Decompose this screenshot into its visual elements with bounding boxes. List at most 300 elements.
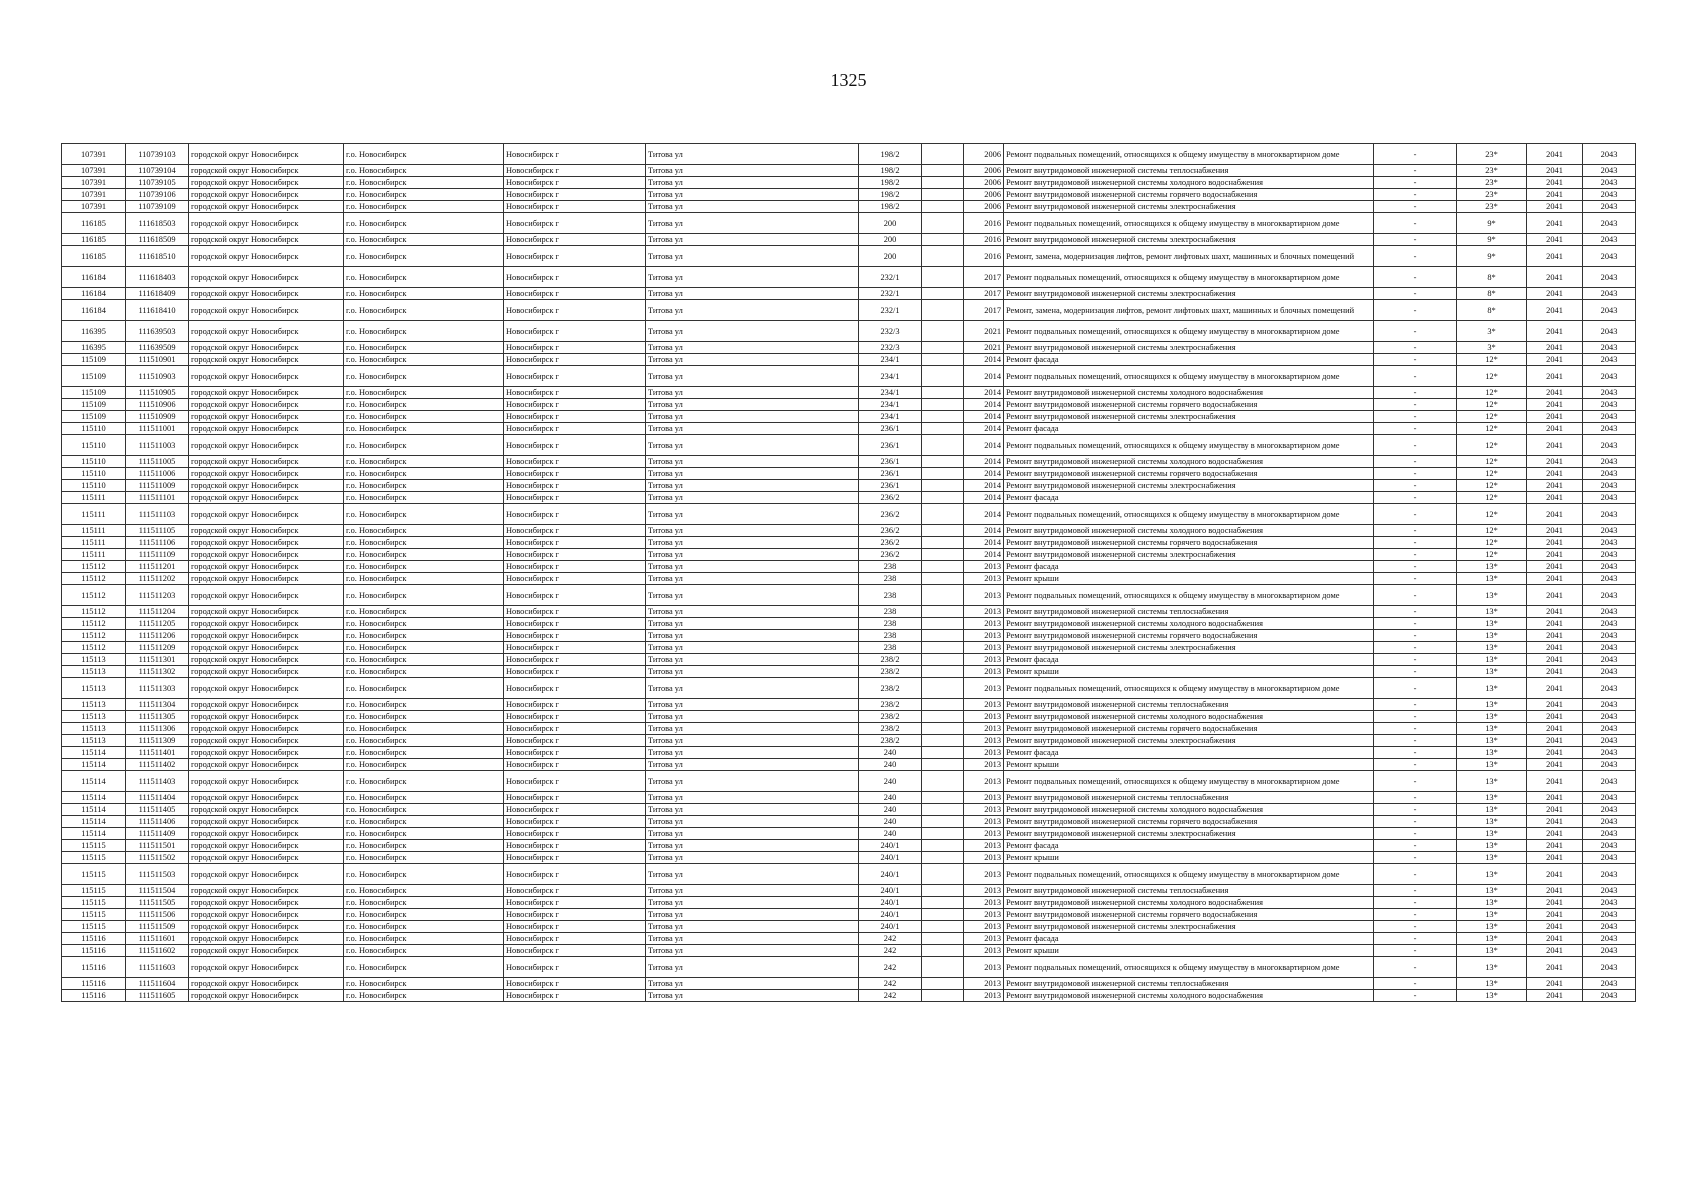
cell-commission-year: 2017 [964, 267, 1004, 288]
table-body [62, 144, 1636, 1002]
cell-corpus [922, 213, 964, 234]
cell-corpus [922, 792, 964, 804]
cell-settlement: г.о. Новосибирск [344, 288, 504, 300]
table-row [62, 399, 1636, 411]
cell-house-number: 240 [859, 792, 922, 804]
cell-corpus [922, 246, 964, 267]
cell-commission-year: 2014 [964, 456, 1004, 468]
cell-cost: - [1374, 864, 1457, 885]
cell-element-id: 111511005 [126, 456, 189, 468]
cell-house-id: 115110 [62, 435, 126, 456]
cell-house-id: 115113 [62, 678, 126, 699]
cell-settlement: г.о. Новосибирск [344, 177, 504, 189]
cell-locality: Новосибирск г [504, 897, 646, 909]
cell-street: Титова ул [646, 723, 859, 735]
cell-municipal-district: городской округ Новосибирск [189, 990, 344, 1002]
cell-service-life: 13* [1457, 816, 1527, 828]
cell-commission-year: 2021 [964, 321, 1004, 342]
cell-municipal-district: городской округ Новосибирск [189, 711, 344, 723]
table-row [62, 654, 1636, 666]
cell-element-id: 111511409 [126, 828, 189, 840]
cell-municipal-district: городской округ Новосибирск [189, 735, 344, 747]
cell-work-type: Ремонт фасада [1004, 354, 1374, 366]
cell-settlement: г.о. Новосибирск [344, 828, 504, 840]
cell-service-life: 13* [1457, 852, 1527, 864]
cell-street: Титова ул [646, 804, 859, 816]
cell-cost: - [1374, 885, 1457, 897]
cell-plan-end-year: 2043 [1583, 537, 1636, 549]
cell-municipal-district: городской округ Новосибирск [189, 456, 344, 468]
cell-street: Титова ул [646, 504, 859, 525]
cell-plan-start-year: 2041 [1527, 525, 1583, 537]
cell-cost: - [1374, 921, 1457, 933]
cell-corpus [922, 456, 964, 468]
cell-house-id: 116184 [62, 267, 126, 288]
cell-cost: - [1374, 321, 1457, 342]
cell-locality: Новосибирск г [504, 456, 646, 468]
cell-element-id: 111511504 [126, 885, 189, 897]
cell-plan-end-year: 2043 [1583, 699, 1636, 711]
cell-commission-year: 2014 [964, 492, 1004, 504]
cell-commission-year: 2013 [964, 711, 1004, 723]
cell-plan-end-year: 2043 [1583, 288, 1636, 300]
cell-service-life: 12* [1457, 435, 1527, 456]
cell-service-life: 13* [1457, 630, 1527, 642]
cell-locality: Новосибирск г [504, 573, 646, 585]
cell-house-id: 115109 [62, 366, 126, 387]
table-row [62, 165, 1636, 177]
cell-locality: Новосибирск г [504, 492, 646, 504]
cell-work-type: Ремонт внутридомовой инженерной системы теплоснабжения [1004, 885, 1374, 897]
cell-element-id: 111511309 [126, 735, 189, 747]
cell-locality: Новосибирск г [504, 435, 646, 456]
cell-element-id: 111511603 [126, 957, 189, 978]
table-row [62, 978, 1636, 990]
table-row [62, 618, 1636, 630]
cell-work-type: Ремонт крыши [1004, 852, 1374, 864]
cell-house-number: 238/2 [859, 711, 922, 723]
cell-work-type: Ремонт внутридомовой инженерной системы теплоснабжения [1004, 165, 1374, 177]
cell-municipal-district: городской округ Новосибирск [189, 654, 344, 666]
cell-settlement: г.о. Новосибирск [344, 723, 504, 735]
cell-cost: - [1374, 978, 1457, 990]
cell-plan-start-year: 2041 [1527, 561, 1583, 573]
cell-settlement: г.о. Новосибирск [344, 561, 504, 573]
cell-municipal-district: городской округ Новосибирск [189, 699, 344, 711]
cell-plan-end-year: 2043 [1583, 759, 1636, 771]
cell-plan-start-year: 2041 [1527, 300, 1583, 321]
cell-settlement: г.о. Новосибирск [344, 840, 504, 852]
cell-locality: Новосибирск г [504, 561, 646, 573]
cell-street: Титова ул [646, 354, 859, 366]
cell-commission-year: 2017 [964, 300, 1004, 321]
cell-street: Титова ул [646, 189, 859, 201]
cell-locality: Новосибирск г [504, 549, 646, 561]
cell-corpus [922, 606, 964, 618]
cell-house-id: 115112 [62, 630, 126, 642]
cell-cost: - [1374, 759, 1457, 771]
cell-work-type: Ремонт внутридомовой инженерной системы горячего водоснабжения [1004, 909, 1374, 921]
cell-element-id: 111511103 [126, 504, 189, 525]
cell-cost: - [1374, 990, 1457, 1002]
cell-plan-end-year: 2043 [1583, 723, 1636, 735]
cell-plan-start-year: 2041 [1527, 630, 1583, 642]
cell-cost: - [1374, 840, 1457, 852]
cell-locality: Новосибирск г [504, 711, 646, 723]
cell-municipal-district: городской округ Новосибирск [189, 201, 344, 213]
cell-plan-end-year: 2043 [1583, 711, 1636, 723]
cell-cost: - [1374, 189, 1457, 201]
cell-municipal-district: городской округ Новосибирск [189, 642, 344, 654]
cell-element-id: 111510901 [126, 354, 189, 366]
cell-street: Титова ул [646, 840, 859, 852]
cell-service-life: 13* [1457, 654, 1527, 666]
cell-house-number: 198/2 [859, 144, 922, 165]
cell-house-number: 242 [859, 933, 922, 945]
cell-work-type: Ремонт внутридомовой инженерной системы электроснабжения [1004, 921, 1374, 933]
cell-house-id: 115110 [62, 423, 126, 435]
table-row [62, 759, 1636, 771]
cell-element-id: 111511003 [126, 435, 189, 456]
cell-work-type: Ремонт фасада [1004, 840, 1374, 852]
cell-plan-end-year: 2043 [1583, 342, 1636, 354]
table-row [62, 642, 1636, 654]
cell-street: Титова ул [646, 525, 859, 537]
cell-locality: Новосибирск г [504, 921, 646, 933]
cell-locality: Новосибирск г [504, 213, 646, 234]
cell-corpus [922, 165, 964, 177]
cell-municipal-district: городской округ Новосибирск [189, 288, 344, 300]
cell-house-number: 240 [859, 804, 922, 816]
cell-house-id: 115116 [62, 945, 126, 957]
cell-locality: Новосибирск г [504, 537, 646, 549]
cell-municipal-district: городской округ Новосибирск [189, 792, 344, 804]
cell-commission-year: 2013 [964, 828, 1004, 840]
cell-settlement: г.о. Новосибирск [344, 864, 504, 885]
cell-corpus [922, 735, 964, 747]
cell-locality: Новосибирск г [504, 990, 646, 1002]
table-row [62, 525, 1636, 537]
cell-municipal-district: городской округ Новосибирск [189, 213, 344, 234]
cell-locality: Новосибирск г [504, 387, 646, 399]
cell-municipal-district: городской округ Новосибирск [189, 816, 344, 828]
cell-settlement: г.о. Новосибирск [344, 321, 504, 342]
cell-municipal-district: городской округ Новосибирск [189, 267, 344, 288]
cell-commission-year: 2014 [964, 537, 1004, 549]
cell-work-type: Ремонт внутридомовой инженерной системы горячего водоснабжения [1004, 468, 1374, 480]
cell-commission-year: 2016 [964, 246, 1004, 267]
page-number: 1325 [830, 70, 867, 90]
cell-locality: Новосибирск г [504, 366, 646, 387]
cell-corpus [922, 342, 964, 354]
cell-commission-year: 2014 [964, 504, 1004, 525]
cell-settlement: г.о. Новосибирск [344, 585, 504, 606]
cell-service-life: 9* [1457, 246, 1527, 267]
cell-cost: - [1374, 792, 1457, 804]
cell-work-type: Ремонт фасада [1004, 423, 1374, 435]
cell-service-life: 12* [1457, 504, 1527, 525]
cell-corpus [922, 468, 964, 480]
cell-commission-year: 2014 [964, 366, 1004, 387]
cell-work-type: Ремонт внутридомовой инженерной системы холодного водоснабжения [1004, 711, 1374, 723]
cell-element-id: 111510906 [126, 399, 189, 411]
table-row [62, 897, 1636, 909]
cell-municipal-district: городской округ Новосибирск [189, 630, 344, 642]
cell-plan-start-year: 2041 [1527, 723, 1583, 735]
cell-corpus [922, 354, 964, 366]
table-row [62, 666, 1636, 678]
cell-locality: Новосибирск г [504, 468, 646, 480]
cell-service-life: 12* [1457, 549, 1527, 561]
cell-corpus [922, 864, 964, 885]
cell-house-number: 238/2 [859, 699, 922, 711]
cell-element-id: 111511105 [126, 525, 189, 537]
cell-element-id: 110739103 [126, 144, 189, 165]
cell-municipal-district: городской округ Новосибирск [189, 354, 344, 366]
cell-locality: Новосибирск г [504, 480, 646, 492]
cell-plan-end-year: 2043 [1583, 654, 1636, 666]
cell-street: Титова ул [646, 897, 859, 909]
cell-house-number: 232/3 [859, 321, 922, 342]
cell-plan-start-year: 2041 [1527, 387, 1583, 399]
cell-house-number: 242 [859, 978, 922, 990]
cell-locality: Новосибирск г [504, 144, 646, 165]
cell-commission-year: 2013 [964, 666, 1004, 678]
cell-corpus [922, 492, 964, 504]
cell-commission-year: 2006 [964, 177, 1004, 189]
cell-service-life: 23* [1457, 201, 1527, 213]
cell-commission-year: 2013 [964, 642, 1004, 654]
table-row [62, 585, 1636, 606]
cell-house-id: 115113 [62, 699, 126, 711]
cell-cost: - [1374, 435, 1457, 456]
cell-house-number: 232/1 [859, 288, 922, 300]
cell-plan-start-year: 2041 [1527, 792, 1583, 804]
cell-corpus [922, 828, 964, 840]
cell-corpus [922, 321, 964, 342]
cell-municipal-district: городской округ Новосибирск [189, 933, 344, 945]
cell-settlement: г.о. Новосибирск [344, 711, 504, 723]
cell-service-life: 12* [1457, 525, 1527, 537]
table-row [62, 189, 1636, 201]
cell-house-id: 115112 [62, 606, 126, 618]
cell-service-life: 13* [1457, 945, 1527, 957]
cell-commission-year: 2013 [964, 735, 1004, 747]
cell-element-id: 111639503 [126, 321, 189, 342]
cell-plan-start-year: 2041 [1527, 933, 1583, 945]
cell-commission-year: 2006 [964, 189, 1004, 201]
cell-house-id: 115112 [62, 573, 126, 585]
table-row [62, 816, 1636, 828]
cell-commission-year: 2013 [964, 561, 1004, 573]
cell-locality: Новосибирск г [504, 804, 646, 816]
cell-locality: Новосибирск г [504, 234, 646, 246]
cell-plan-start-year: 2041 [1527, 735, 1583, 747]
cell-element-id: 111511303 [126, 678, 189, 699]
cell-municipal-district: городской округ Новосибирск [189, 492, 344, 504]
cell-work-type: Ремонт внутридомовой инженерной системы электроснабжения [1004, 735, 1374, 747]
cell-house-number: 200 [859, 246, 922, 267]
cell-commission-year: 2014 [964, 435, 1004, 456]
cell-municipal-district: городской округ Новосибирск [189, 525, 344, 537]
cell-settlement: г.о. Новосибирск [344, 366, 504, 387]
cell-house-number: 238 [859, 642, 922, 654]
table-row [62, 723, 1636, 735]
cell-commission-year: 2017 [964, 288, 1004, 300]
cell-street: Титова ул [646, 885, 859, 897]
table-row [62, 144, 1636, 165]
cell-settlement: г.о. Новосибирск [344, 678, 504, 699]
table-row [62, 267, 1636, 288]
cell-plan-start-year: 2041 [1527, 978, 1583, 990]
cell-service-life: 13* [1457, 828, 1527, 840]
cell-cost: - [1374, 411, 1457, 423]
cell-locality: Новосибирск г [504, 957, 646, 978]
cell-plan-end-year: 2043 [1583, 411, 1636, 423]
cell-plan-start-year: 2041 [1527, 423, 1583, 435]
cell-locality: Новосибирск г [504, 321, 646, 342]
table-row [62, 561, 1636, 573]
cell-plan-start-year: 2041 [1527, 699, 1583, 711]
cell-element-id: 111511604 [126, 978, 189, 990]
table-row [62, 909, 1636, 921]
cell-plan-end-year: 2043 [1583, 561, 1636, 573]
cell-house-number: 236/1 [859, 423, 922, 435]
cell-corpus [922, 144, 964, 165]
cell-corpus [922, 759, 964, 771]
cell-street: Титова ул [646, 759, 859, 771]
cell-plan-end-year: 2043 [1583, 666, 1636, 678]
cell-municipal-district: городской округ Новосибирск [189, 165, 344, 177]
cell-street: Титова ул [646, 585, 859, 606]
cell-house-number: 240/1 [859, 909, 922, 921]
cell-service-life: 13* [1457, 921, 1527, 933]
cell-corpus [922, 852, 964, 864]
cell-plan-start-year: 2041 [1527, 990, 1583, 1002]
cell-cost: - [1374, 909, 1457, 921]
cell-settlement: г.о. Новосибирск [344, 885, 504, 897]
cell-house-number: 238/2 [859, 735, 922, 747]
cell-cost: - [1374, 525, 1457, 537]
cell-house-number: 238 [859, 573, 922, 585]
cell-plan-start-year: 2041 [1527, 468, 1583, 480]
cell-work-type: Ремонт подвальных помещений, относящихся к общему имуществу в многоквартирном доме [1004, 321, 1374, 342]
cell-commission-year: 2013 [964, 885, 1004, 897]
table-row [62, 711, 1636, 723]
cell-plan-start-year: 2041 [1527, 654, 1583, 666]
cell-corpus [922, 366, 964, 387]
cell-settlement: г.о. Новосибирск [344, 852, 504, 864]
table-row [62, 366, 1636, 387]
table-row [62, 840, 1636, 852]
cell-work-type: Ремонт внутридомовой инженерной системы теплоснабжения [1004, 606, 1374, 618]
cell-work-type: Ремонт внутридомовой инженерной системы горячего водоснабжения [1004, 537, 1374, 549]
cell-house-id: 115110 [62, 468, 126, 480]
cell-house-number: 236/1 [859, 480, 922, 492]
cell-cost: - [1374, 399, 1457, 411]
cell-municipal-district: городской округ Новосибирск [189, 321, 344, 342]
cell-element-id: 111618409 [126, 288, 189, 300]
cell-corpus [922, 816, 964, 828]
cell-plan-end-year: 2043 [1583, 618, 1636, 630]
cell-plan-start-year: 2041 [1527, 234, 1583, 246]
cell-cost: - [1374, 666, 1457, 678]
cell-work-type: Ремонт внутридомовой инженерной системы горячего водоснабжения [1004, 723, 1374, 735]
cell-corpus [922, 300, 964, 321]
cell-municipal-district: городской округ Новосибирск [189, 747, 344, 759]
cell-service-life: 13* [1457, 606, 1527, 618]
cell-locality: Новосибирск г [504, 852, 646, 864]
cell-house-id: 115112 [62, 618, 126, 630]
cell-locality: Новосибирск г [504, 342, 646, 354]
cell-element-id: 111511509 [126, 921, 189, 933]
cell-house-id: 115114 [62, 828, 126, 840]
cell-corpus [922, 480, 964, 492]
cell-municipal-district: городской округ Новосибирск [189, 804, 344, 816]
cell-street: Титова ул [646, 387, 859, 399]
cell-settlement: г.о. Новосибирск [344, 537, 504, 549]
cell-settlement: г.о. Новосибирск [344, 549, 504, 561]
cell-service-life: 13* [1457, 840, 1527, 852]
cell-house-number: 198/2 [859, 177, 922, 189]
cell-settlement: г.о. Новосибирск [344, 435, 504, 456]
cell-cost: - [1374, 642, 1457, 654]
cell-plan-start-year: 2041 [1527, 435, 1583, 456]
cell-plan-end-year: 2043 [1583, 885, 1636, 897]
cell-commission-year: 2013 [964, 957, 1004, 978]
cell-settlement: г.о. Новосибирск [344, 642, 504, 654]
cell-cost: - [1374, 957, 1457, 978]
cell-municipal-district: городской округ Новосибирск [189, 399, 344, 411]
cell-service-life: 12* [1457, 399, 1527, 411]
cell-street: Титова ул [646, 234, 859, 246]
cell-cost: - [1374, 630, 1457, 642]
cell-municipal-district: городской округ Новосибирск [189, 909, 344, 921]
cell-commission-year: 2013 [964, 759, 1004, 771]
cell-cost: - [1374, 342, 1457, 354]
cell-commission-year: 2013 [964, 618, 1004, 630]
cell-municipal-district: городской округ Новосибирск [189, 618, 344, 630]
cell-plan-end-year: 2043 [1583, 144, 1636, 165]
cell-commission-year: 2013 [964, 573, 1004, 585]
table-row [62, 549, 1636, 561]
cell-municipal-district: городской округ Новосибирск [189, 921, 344, 933]
cell-settlement: г.о. Новосибирск [344, 735, 504, 747]
cell-commission-year: 2014 [964, 480, 1004, 492]
cell-work-type: Ремонт подвальных помещений, относящихся к общему имуществу в многоквартирном доме [1004, 678, 1374, 699]
cell-street: Титова ул [646, 288, 859, 300]
cell-element-id: 111511205 [126, 618, 189, 630]
cell-house-number: 236/2 [859, 549, 922, 561]
cell-house-id: 107391 [62, 189, 126, 201]
cell-house-number: 234/1 [859, 354, 922, 366]
table-row [62, 957, 1636, 978]
cell-house-number: 240/1 [859, 921, 922, 933]
cell-element-id: 111510909 [126, 411, 189, 423]
cell-cost: - [1374, 165, 1457, 177]
cell-plan-start-year: 2041 [1527, 909, 1583, 921]
cell-cost: - [1374, 804, 1457, 816]
cell-service-life: 12* [1457, 387, 1527, 399]
cell-municipal-district: городской округ Новосибирск [189, 957, 344, 978]
cell-locality: Новосибирск г [504, 723, 646, 735]
cell-plan-start-year: 2041 [1527, 549, 1583, 561]
cell-commission-year: 2006 [964, 144, 1004, 165]
cell-locality: Новосибирск г [504, 735, 646, 747]
cell-street: Титова ул [646, 423, 859, 435]
cell-element-id: 111511502 [126, 852, 189, 864]
cell-commission-year: 2013 [964, 585, 1004, 606]
